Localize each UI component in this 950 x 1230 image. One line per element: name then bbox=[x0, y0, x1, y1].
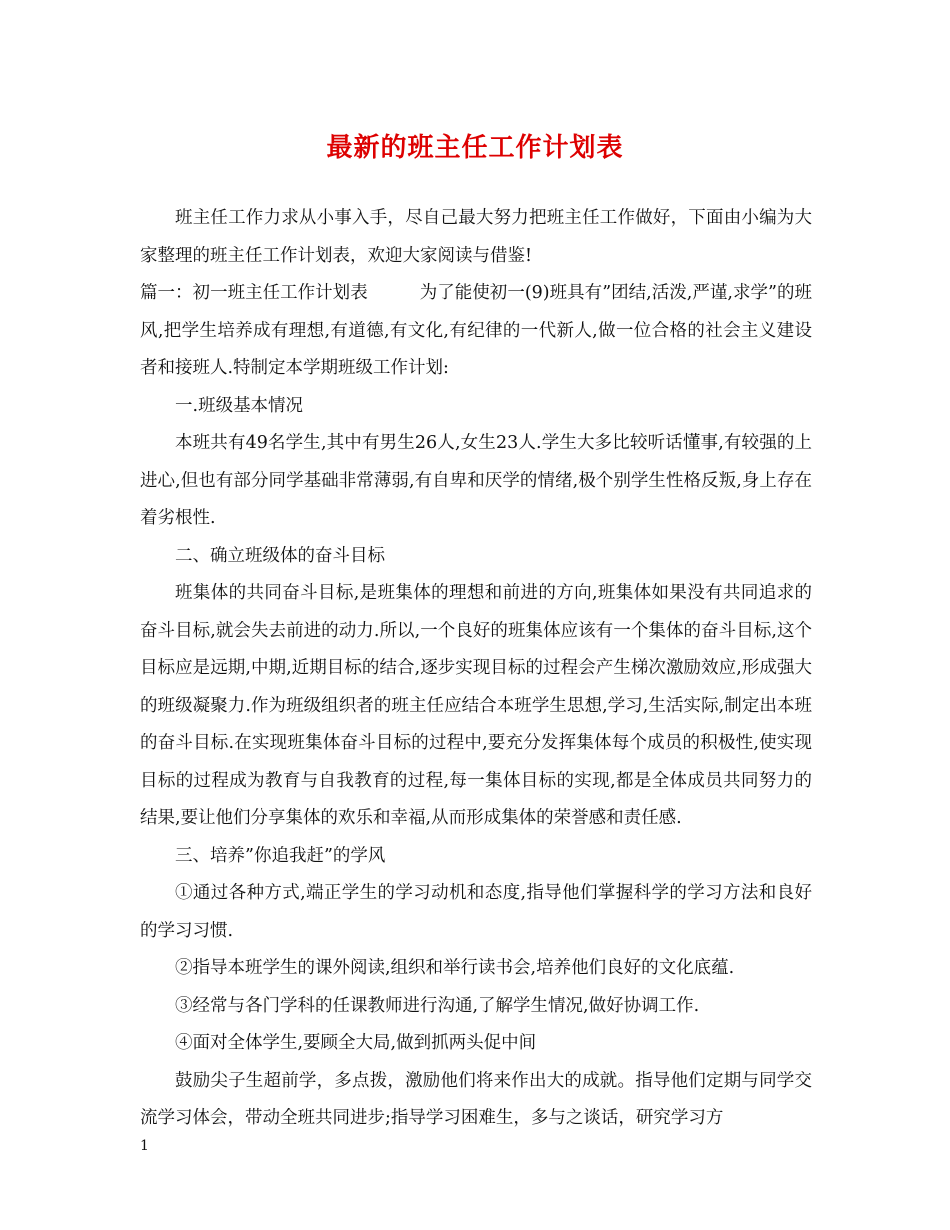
document-title: 最新的班主任工作计划表 bbox=[326, 133, 624, 163]
section-paragraph: 鼓励尖子生超前学，多点拨，激励他们将来作出大的成就。指导他们定期与同学交流学习体会，带动全班共同进步;指导学习困难生，多与之谈话，研究学习方 bbox=[140, 1070, 812, 1128]
list-item: ③经常与各门学科的任课教师进行沟通,了解学生情况,做好协调工作. bbox=[175, 995, 700, 1016]
section-heading: 一.班级基本情况 bbox=[175, 395, 304, 416]
section-heading: 二、确立班级体的奋斗目标 bbox=[175, 545, 385, 566]
article-heading: 篇一：初一班主任工作计划表 bbox=[140, 283, 368, 303]
list-item: ①通过各种方式,端正学生的学习动机和态度,指导他们掌握科学的学习方法和良好的学习习惯. bbox=[140, 883, 812, 941]
document-body bbox=[140, 200, 812, 1138]
section-paragraph: 本班共有49名学生,其中有男生26人,女生23人.学生大多比较听话懂事,有较强的上进心,但也有部分同学基础非常薄弱,有自卑和厌学的情绪,极个别学生性格反叛,身上存在着劣根性. bbox=[140, 433, 812, 528]
intro-paragraph: 班主任工作力求从小事入手，尽自己最大努力把班主任工作做好，下面由小编为大家整理的班主任工作计划表，欢迎大家阅读与借鉴! bbox=[140, 208, 812, 266]
list-item: ④面对全体学生,要顾全大局,做到抓两头促中间 bbox=[175, 1033, 537, 1053]
section-heading: 三、培养”你追我赶”的学风 bbox=[175, 845, 386, 866]
section-paragraph: 班集体的共同奋斗目标,是班集体的理想和前进的方向,班集体如果没有共同追求的奋斗目标,就会失去前进的动力.所以,一个良好的班集体应该有一个集体的奋斗目标,这个目标应是远期,中期,近期目标的结合,逐步实现目标的过程会产生梯次激励效应,形成强大的班级凝聚力.作为班级组织者的班主任应结合本班学生思想,学习,生活实际,制定出本班的奋斗目标.在实现班集体奋斗目标的过程中,要充分发挥集体每个成员的积极性,使实现目标的过程成为教育与自我教育的过程,每一集体目标的实现,都是全体成员共同努力的结果,要让他们分享集体的欢乐和幸福,从而形成集体的荣誉感和责任感. bbox=[140, 583, 812, 828]
list-item: ②指导本班学生的课外阅读,组织和举行读书会,培养他们良好的文化底蕴. bbox=[175, 958, 735, 978]
page-number: 1 bbox=[140, 1138, 149, 1154]
article-opening: 为了能使初一(9)班具有”团结,活泼,严谨,求学”的班风,把学生培养成有理想,有道德,有文化,有纪律的一代新人,做一位合格的社会主义建设者和接班人.特制定本学期班级工作计划: bbox=[140, 283, 812, 378]
article-paragraph bbox=[140, 275, 812, 388]
